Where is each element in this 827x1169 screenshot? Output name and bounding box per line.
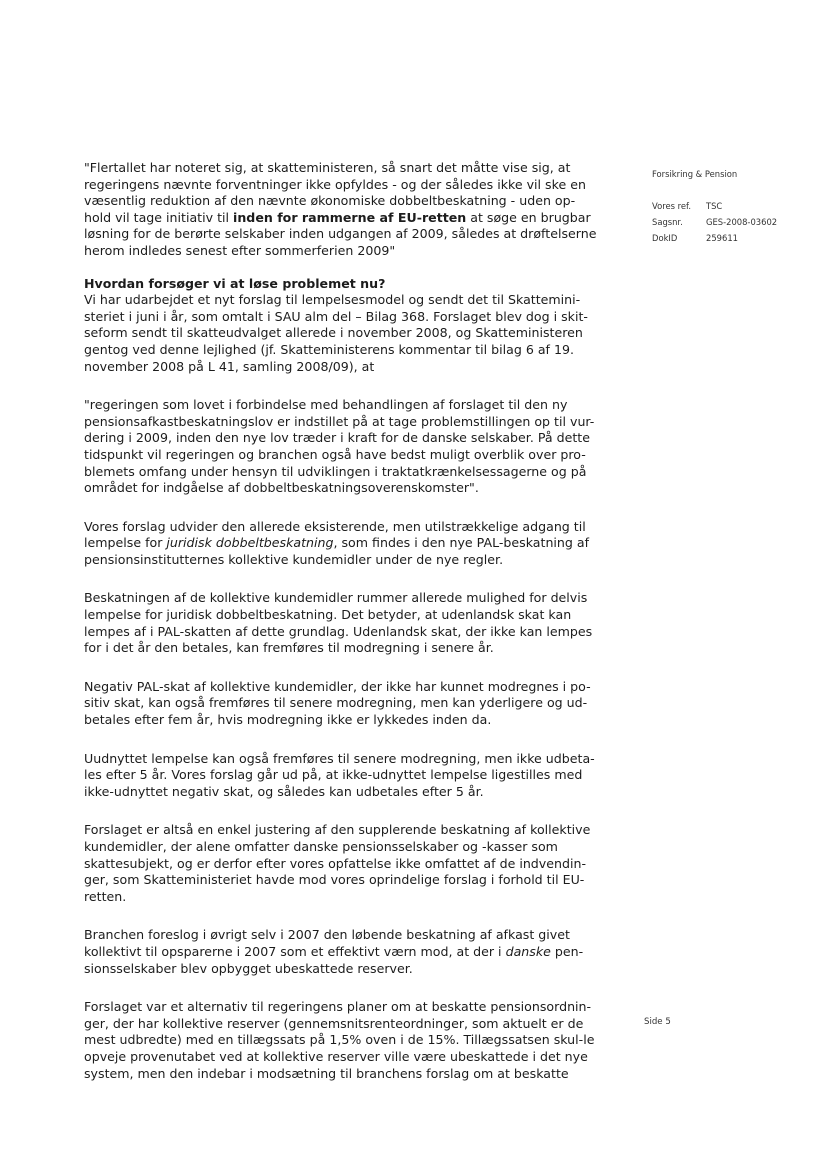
sidebar-metadata bbox=[652, 166, 777, 246]
paragraph-udvider: Vores forslag udvider den allerede eksisterende, men utilstrækkelige adgang til lempelse for juridisk dobbeltbeskatning, som findes i den nye PAL-beskatning af pensionsinstitutternes kollektive kundemidler under de nye regler. bbox=[84, 518, 590, 567]
paragraph-alternativ: Forslaget var et alternativ til regeringens planer om at beskatte pensionsordnin-ger, der har kollektive reserver (gennemsnitsrenteordninger, som aktuelt er de mest udbredte) med en tillægssats på 1,5% oven i de 15%. Tillægssatsen skul-le opveje provenutabet ved at kollektive reserver ville være ubeskattede i det nye system, men den indebar i modsætning til branchens forslag om at beskatte bbox=[84, 999, 595, 1081]
page-number: Side 5 bbox=[644, 1017, 671, 1027]
letter-body bbox=[84, 160, 598, 1082]
sender-org: Forsikring & Pension bbox=[652, 169, 738, 179]
paragraph-negativ-pal: Negativ PAL-skat af kollektive kundemidler, der ikke har kunnet modregnes i po-sitiv skat, kan også fremføres til senere modregning, men kan yderligere og ud-betales efter fem år, hvis modregning ikke er lykkedes inden da. bbox=[84, 678, 591, 728]
meta-row-sagsnr: Sagsnr. GES-2008-03602 bbox=[652, 217, 778, 227]
emphasis-eu-retten: inden for rammerne af EU-retten bbox=[233, 209, 467, 225]
quote-flertallet: "Flertallet har noteret sig, at skatteministeren, så snart det måtte vise sig, at regeringens nævnte forventninger ikke opfyldes - og der således ikke vil ske en væsentlig reduktion af den nævnte økonomiske dobbeltbeskatning - uden op-hold vil tage initiativ til inden for rammerne af EU-retten at søge en brugbar løsning for de berørte selskaber inden udgangen af 2009, således at drøftelserne herom indledes senest efter sommerferien 2009" bbox=[84, 160, 597, 258]
meta-row-ref: Vores ref. TSC bbox=[652, 201, 723, 211]
meta-row-dokid: DokID 259611 bbox=[652, 233, 738, 243]
emphasis-danske: danske bbox=[505, 943, 551, 959]
paragraph-justering: Forslaget er altså en enkel justering af den supplerende beskatning af kollektive kundemidler, der alene omfatter danske pensionsselskaber og -kasser som skattesubjekt, og er derfor efter vores opfattelse ikke omfattet af de indvendin-ger, som Skatteministeriet havde mod vores oprindelige forslag i forhold til EU-retten. bbox=[84, 822, 591, 904]
quote-regeringen: "regeringen som lovet i forbindelse med behandlingen af forslaget til den ny pensionsafkastbeskatningslov er indstillet på at tage problemstillingen op til vur-dering i 2009, inden den nye lov træder i kraft for de danske selskaber. På dette tidspunkt vil regeringen og branchen også have bedst muligt overblik over pro-blemets omfang under hensyn til udviklingen i traktatkrænkelsessagerne og på området for indgåelse af dobbeltbeskatningsoverenskomster". bbox=[84, 397, 595, 496]
paragraph-beskatningen: Beskatningen af de kollektive kundemidler rummer allerede mulighed for delvis lempelse for juridisk dobbeltbeskatning. Det betyder, at udenlandsk skat kan lempes af i PAL-skatten af dette grundlag. Udenlandsk skat, der ikke kan lempes for i det år den betales, kan fremføres til modregning i senere år. bbox=[84, 590, 593, 656]
paragraph-uudnyttet: Uudnyttet lempelse kan også fremføres til senere modregning, men ikke udbeta-les efter 5 år. Vores forslag går ud på, at ikke-udnyttet lempelse ligestilles med ikke-udnyttet negativ skat, og således kan udbetales efter 5 år. bbox=[84, 750, 595, 799]
section-heading: Hvordan forsøger vi at løse problemet nu? bbox=[84, 275, 386, 291]
paragraph-branchen: Branchen foreslog i øvrigt selv i 2007 den løbende beskatning af afkast givet kollektivt til opsparerne i 2007 som et effektivt værn mod, at der i danske pen-sionsselskaber blev opbygget ubeskattede reserver. bbox=[84, 927, 584, 976]
paragraph-forslag-intro: Vi har udarbejdet et nyt forslag til lempelsesmodel og sendt det til Skattemini-steriet i juni i år, som omtalt i SAU alm del – Bilag 368. Forslaget blev dog i skit-seform sendt til skatteudvalget allerede i november 2008, og Skatteministeren gentog ved denne lejlighed (jf. Skatteministerens kommentar til bilag 6 af 19. november 2008 på L 41, samling 2008/09), at bbox=[84, 292, 588, 374]
emphasis-juridisk: juridisk dobbeltbeskatning bbox=[166, 535, 334, 551]
